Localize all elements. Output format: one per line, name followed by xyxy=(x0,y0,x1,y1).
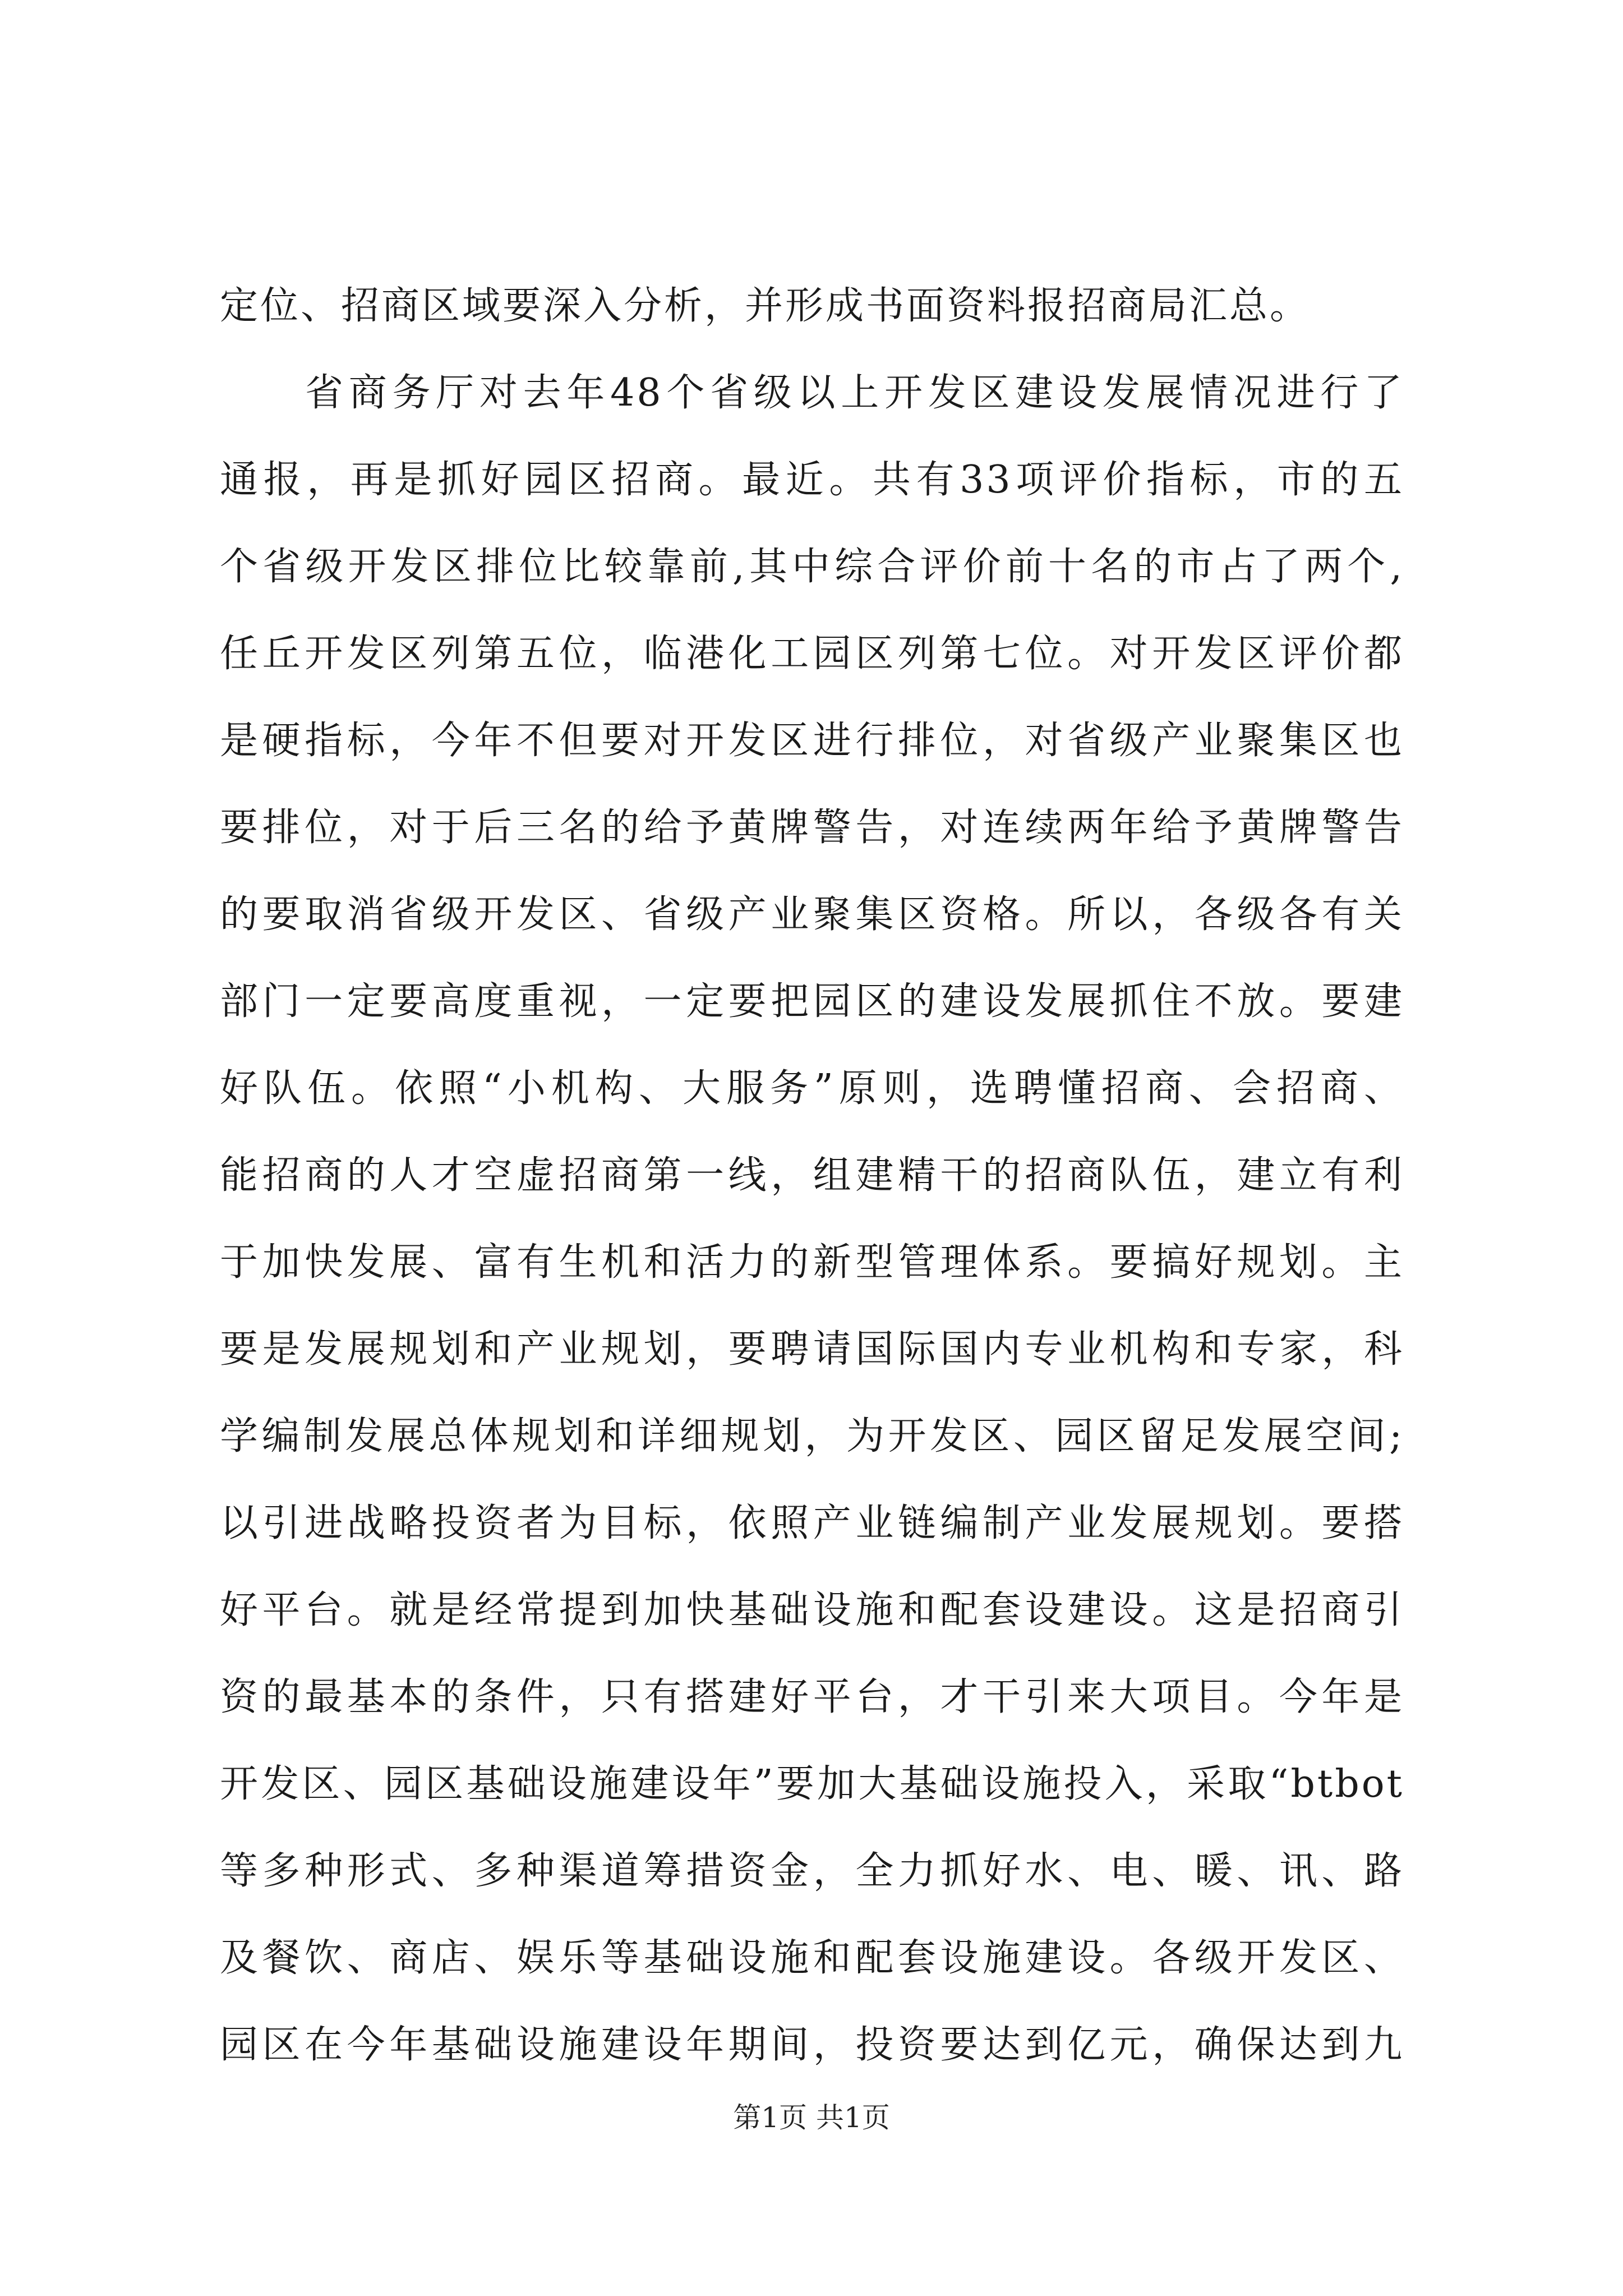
text-line: 学编制发展总体规划和详细规划，为开发区、园区留足发展空间; xyxy=(220,1414,1404,1458)
text-line: 通报，再是抓好园区招商。最近。共有33项评价指标，市的五 xyxy=(220,458,1404,502)
text-line: 个省级开发区排位比较靠前,其中综合评价前十名的市占了两个, xyxy=(220,545,1404,589)
text-line: 要是发展规划和产业规划，要聘请国际国内专业机构和专家，科 xyxy=(220,1327,1404,1372)
text-line: 及餐饮、商店、娱乐等基础设施和配套设施建设。各级开发区、 xyxy=(220,1936,1404,1980)
text-line: 部门一定要高度重视，一定要把园区的建设发展抓住不放。要建 xyxy=(220,979,1404,1024)
text-line: 以引进战略投资者为目标，依照产业链编制产业发展规划。要搭 xyxy=(220,1501,1404,1545)
text-line: 园区在今年基础设施建设年期间，投资要达到亿元，确保达到九 xyxy=(220,2023,1404,2067)
text-line: 省商务厅对去年48个省级以上开发区建设发展情况进行了 xyxy=(305,371,1404,415)
text-line: 定位、招商区域要深入分析，并形成书面资料报招商局汇总。 xyxy=(220,284,1311,328)
text-line: 好队伍。依照“小机构、大服务”原则，选聘懂招商、会招商、 xyxy=(220,1066,1404,1111)
text-line: 任丘开发区列第五位，临港化工园区列第七位。对开发区评价都 xyxy=(220,632,1404,676)
text-line: 要排位，对于后三名的给予黄牌警告，对连续两年给予黄牌警告 xyxy=(220,806,1404,850)
text-line: 等多种形式、多种渠道筹措资金，全力抓好水、电、暖、讯、路 xyxy=(220,1849,1404,1893)
text-line: 开发区、园区基础设施建设年”要加大基础设施投入，采取“btbot xyxy=(220,1762,1404,1806)
text-line: 能招商的人才空虚招商第一线，组建精干的招商队伍，建立有利 xyxy=(220,1153,1404,1198)
body-text xyxy=(220,263,1404,2088)
text-line: 的要取消省级开发区、省级产业聚集区资格。所以，各级各有关 xyxy=(220,892,1404,937)
page-number-footer: 第1页 共1页 xyxy=(733,2101,890,2134)
text-line: 好平台。就是经常提到加快基础设施和配套设建设。这是招商引 xyxy=(220,1588,1404,1632)
text-line: 是硬指标，今年不但要对开发区进行排位，对省级产业聚集区也 xyxy=(220,719,1404,763)
text-line: 资的最基本的条件，只有搭建好平台，才干引来大项目。今年是 xyxy=(220,1675,1404,1719)
text-line: 于加快发展、富有生机和活力的新型管理体系。要搞好规划。主 xyxy=(220,1240,1404,1285)
